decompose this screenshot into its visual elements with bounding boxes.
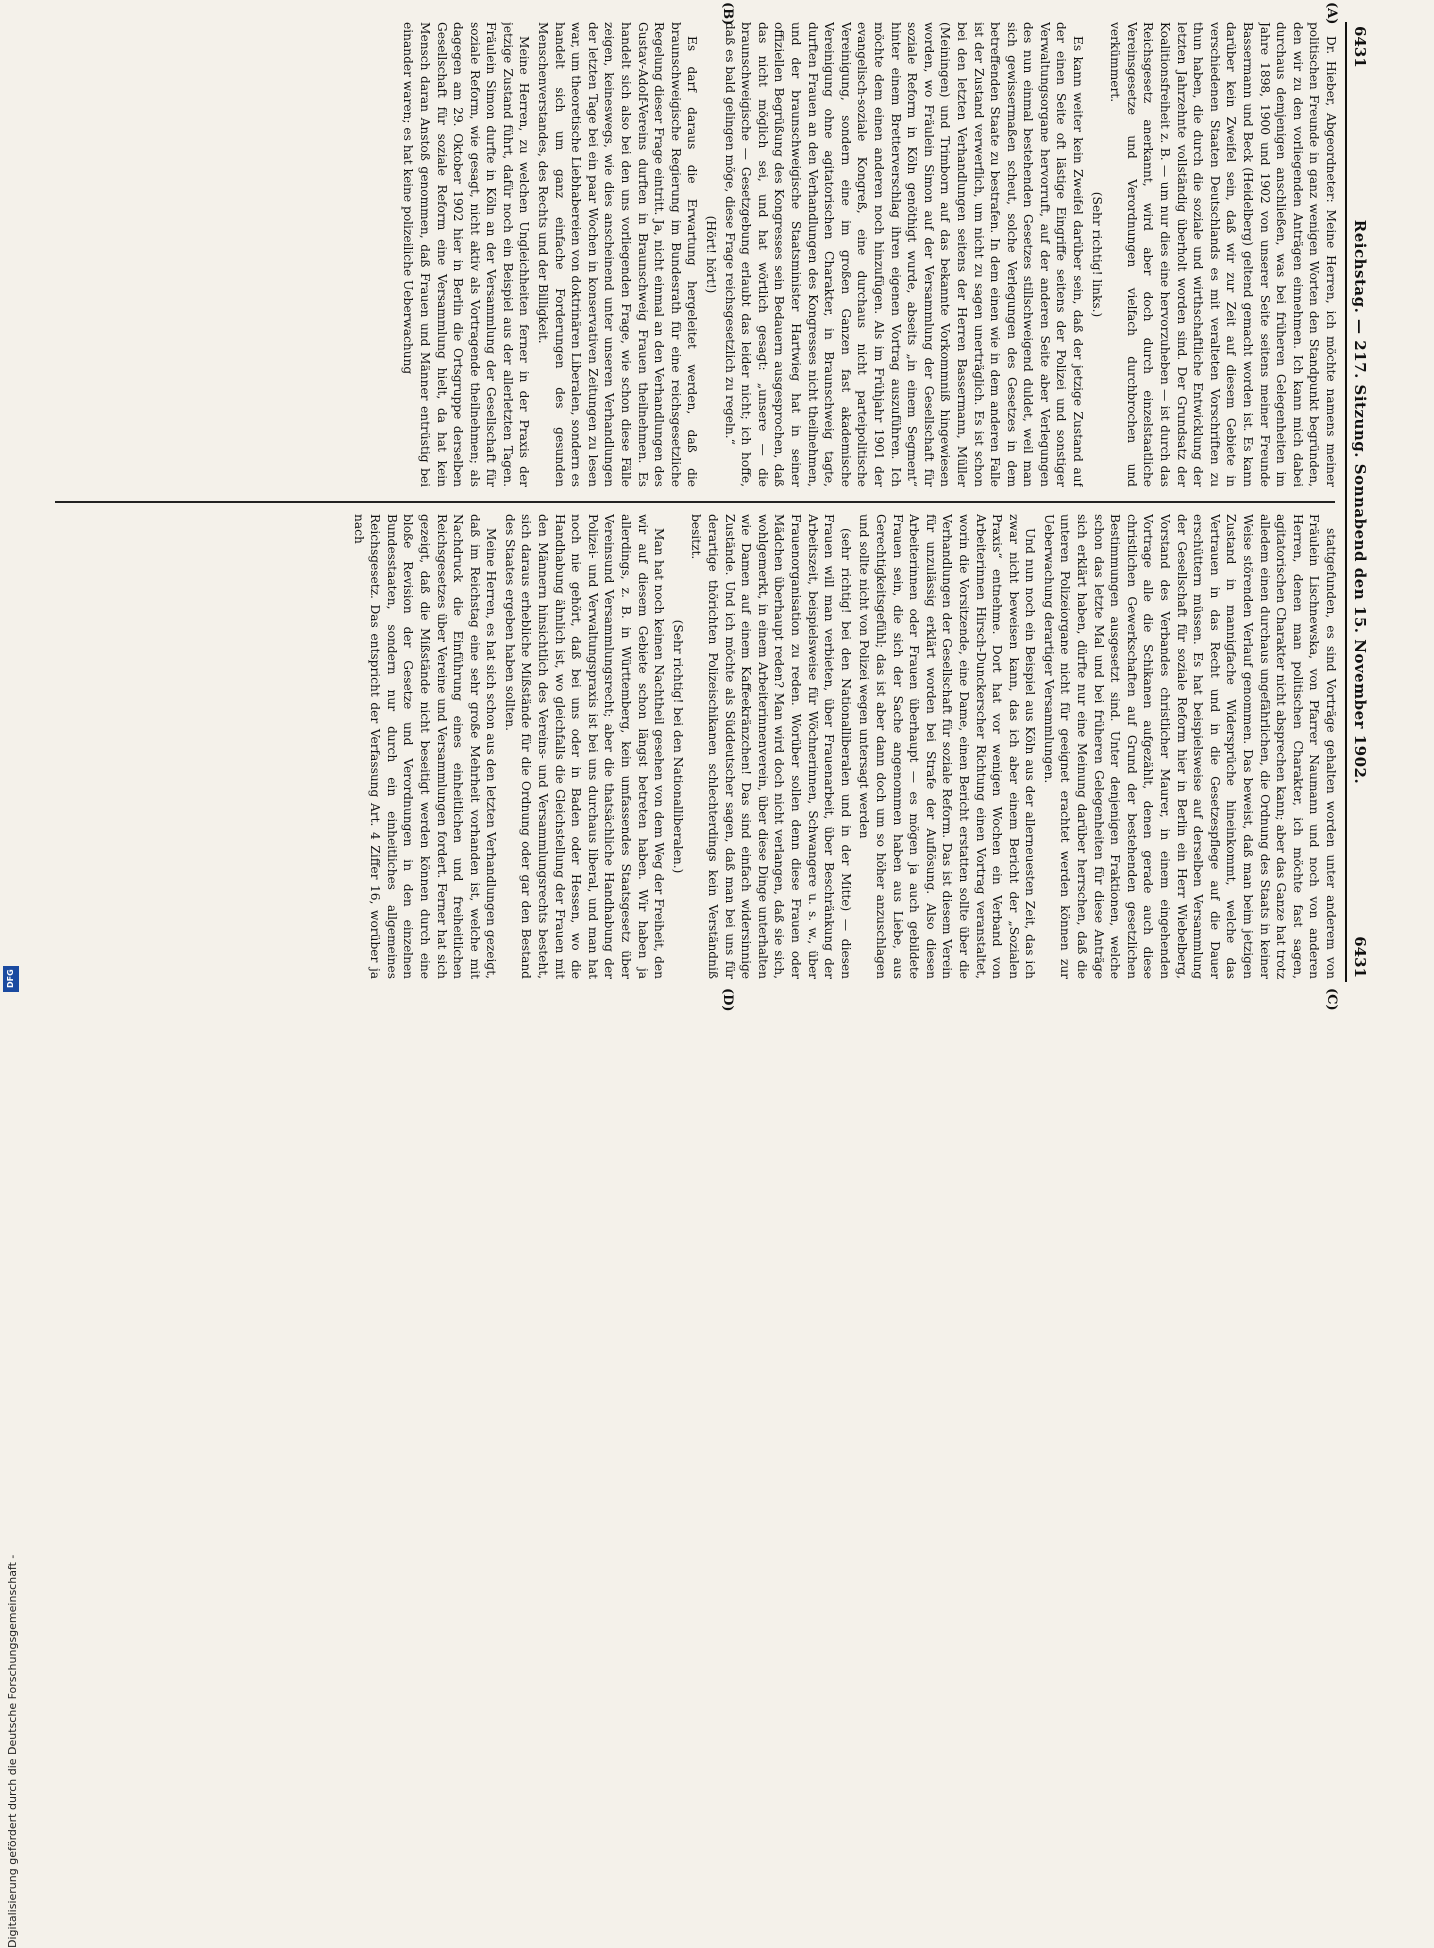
right-column <box>49 514 1339 979</box>
left-column <box>49 22 1339 487</box>
running-title: Reichstag. — 217. Sitzung. Sonnabend den 15. November 1902. <box>1351 219 1369 785</box>
page-number-left: 6431 <box>1351 26 1369 68</box>
rotated-page <box>35 2 1375 1012</box>
dfg-logo-icon: DFG <box>3 966 19 992</box>
paragraph: Es kann weiter kein Zweifel darüber sein, daß der jetzige Zustand auf der einen Seite oft lästige Eingriffe seitens der Polizei und sonstiger Verwaltungsorgane hervorruft, auf der anderen Seite aber Verlegungen des nun einmal bestehenden Gesetzes stillschweigend duldet, weil man sich gewissermaßen scheut, solche Verlegungen des Gesetzes in dem betreffenden Staate zu bestrafen. In dem einen wie in dem anderen Falle ist der Zustand verwerflich, um nicht zu sagen unerträglich. Es ist schon bei den letzten Verhandlungen seitens der Herren Bassermann, Müller (Meiningen) und Trimborn auf das bekannte Vorkommniß hingewiesen worden, wo Fräulein Simon auf der Versammlung der Gesellschaft für soziale Reform in Köln genöthigt wurde, abseits „in einem Segment“ hinter einem Bretterverschlag ihren eigenen Vortrag auszuführen. Ich möchte dem einen anderen noch hinzufügen. Als im Frühjahr 1901 der evangelisch-soziale Kongreß, eine durchaus nicht parteipolitische Vereinigung, sondern eine im großen Ganzen fast akademische Vereinigung ohne agitatorischen Charakter, in Braunschweig tagte, durften Frauen an den Verhandlungen des Kongresses nicht theilnehmen, und der braunschweigische Staatsminister Hartwieg hat in seiner offiziellen Begrüßung des Kongresses sein Bedauern ausgesprochen, daß das nicht möglich sei, und hat wörtlich gesagt: „unsere — die braunschweigische — Gesetzgebung erlaubt das leider nicht; ich hoffe, daß es bald gelingen möge, diese Frage reichsgesetzlich zu regeln.“ <box>722 22 1086 487</box>
paragraph: (sehr richtig! bei den Nationalliberalen und in der Mitte) — diesen Frauen will man verbieten, über Frauenarbeit, über Beschränkung der Arbeitszeit, beispielsweise für Wöchnerinnen, Schwangere u. s. w., über Frauenorganisation zu reden. Worüber sollen denn diese Frauen oder Mädchen überhaupt reden? Man wird doch nicht verlangen, daß sie sich, wohlgemerkt, in einem Arbeiterinnenverein, über diese Dinge unterhalten wie Damen auf einem Kaffeekränzchen! Das sind einfach widersinnige Zustände. Und ich möchte als Süddeutscher sagen, daß man bei uns für derartige thörichten Polizeischikanen schlechterdings kein Verständniß besitzt. <box>689 514 853 979</box>
interjection: (Sehr richtig! bei den Nationalliberalen.) <box>670 619 685 874</box>
page-header <box>1345 22 1375 982</box>
margin-marker-b: (B) <box>720 2 735 26</box>
page-number-right: 6431 <box>1351 936 1369 978</box>
interjection: (Sehr richtig! links.) <box>1089 191 1104 318</box>
digitization-note: Digitalisierung gefördert durch die Deutsche Forschungsgemeinschaft - <box>6 1554 19 1948</box>
paragraph: Es darf daraus die Erwartung hergeleitet werden, daß die braunschweigische Regierung im Bundesrath für eine reichsgesetzliche Regelung dieser Frage eintritt. Ja, nicht einmal an den Verhandlungen des Gustav-Adolf-Vereins durften in Braunschweig Frauen theilnehmen. Es handelt sich also bei den uns vorliegenden Frage, wie schon diese Fälle zeigen, keineswegs, wie dies anscheinend unter unseren Verhandlungen der letzten Tage bei ein paar Wochen in konservativen Zeitungen zu lesen war, um theoretische Liebhabereien von doktrinären Liberalen, sondern es handelt sich um ganz einfache Forderungen des gesunden Menschenverstandes, des Rechts und der Billigkeit. <box>536 22 700 487</box>
margin-marker-a: (A) <box>1324 2 1339 25</box>
paragraph: Dr. Hieber, Abgeordneter: Meine Herren, ich möchte namens meiner politischen Freunde in ganz wenigen Worten den Standpunkt begründen, den wir zu den vorliegenden Anträgen einnehmen. Ich kann mich dabei durchaus demjenigen anschließen, was bei früheren Gelegenheiten im Jahre 1898, 1900 und 1902 von unserer Seite seitens meiner Freunde Bassermann und Beck (Heidelberg) geltend gemacht worden ist. Es kann darüber kein Zweifel sein, daß wir zur Zeit auf diesem Gebiete in verschiedenen Staaten Deutschlands es mit veralteten Vorschriften zu thun haben, die durch die soziale und wirthschaftliche Entwicklung der letzten Jahrzehnte vollständig überholt worden sind. Der Grundsatz der Koalitionsfreiheit z. B. — um nur dies eine hervorzuheben — ist durch das Reichsgesetz anerkannt, wird aber doch durch einzelstaatliche Vereinsgesetze und Verordnungen vielfach durchbrochen und verkümmert. <box>1108 22 1338 487</box>
paragraph: Meine Herren, zu welchen Ungleichheiten ferner in der Praxis der jetzige Zustand führt, dafür noch ein Beispiel aus der allerletzten Tagen. Fräulein Simon durfte in Köln an der Versammlung der Gesellschaft für soziale Reform, wie gesagt, nicht aktiv als Vortragende theilnehmen; als dagegen am 29. Oktober 1902 hier in Berlin die Ortsgruppe derselben Gesellschaft für soziale Reform eine Versammlung hielt, da hat kein Mensch daran Anstoß genommen, daß Frauen und Männer entrüstig bei einander waren; es hat keine polizeiliche Ueberwachung <box>401 22 532 487</box>
paragraph: Und nun noch ein Beispiel aus Köln aus der allerneuesten Zeit, das ich zwar nicht beweisen kann, das ich aber einem Bericht der „Sozialen Praxis“ entnehme. Dort hat vor wenigen Wochen ein Verband von Arbeiterinnen Hirsch-Dunckerscher Richtung einen Vortrag veranstaltet, worin die Vorsitzende, eine Dame, einen Bericht erstatten sollte über die Verhandlungen der Gesellschaft für soziale Reform. Das ist diesem Verein für unzulässig erklärt worden bei Strafe der Auflösung. Also diesen Arbeiterinnen oder Frauen überhaupt — es mögen ja auch gebildete Frauen sein, die sich der Sache angenommen haben aus Liebe, aus Gerechtigkeitsgefühl; das ist aber dann doch um so höher anzuschlagen und sollte nicht von Polizei wegen untersagt werden <box>857 514 1038 979</box>
paragraph: stattgefunden, es sind Vorträge gehalten worden unter anderem von Fräulein Lischnewska, von Pfarrer Naumann und noch von anderen Herren, denen man politischen Charakter, ich möchte fast sagen, agitatorischen Charakter nicht absprechen kann; aber das Ganze hat trotz alledem einen durchaus ungefährlichen, die Ordnung des Staats in keiner Weise störenden Verlauf genommen. Das beweist, daß man beim jetzigen Zustand in mannigfache Widersprüche hineinkommt, welche das Vertrauen in das Recht und in die Gesetzespflege auf die Dauer erschüttern müssen. Es hat beispielsweise auf derselben Versammlung der Gesellschaft für soziale Reform hier in Berlin ein Herr Wiebelberg, Vorstand des Verbandes christlicher Maurer, in einem eingehenden Vortrage alle die Schikanen aufgezählt, denen gerade auch diese christlichen Gewerkschaften auf Grund der bestehenden gesetzlichen Bestimmungen ausgesetzt sind. Unter denjenigen Fraktionen, welche schon das letzte Mal und bei früheren Gelegenheiten für diese Anträge sich erklärt haben, dürfte nur eine Meinung darüber herrschen, daß die unteren Polizeiorgane nicht für geeignet erachtet werden können zur Ueberwachung derartiger Versammlungen. <box>1041 514 1338 979</box>
paragraph: Man hat noch keinen Nachtheil gesehen von dem Weg der Freiheit, den wir auf diesem Gebiete schon längst betreten haben. Wir haben ja allerdings, z. B. in Württemberg, kein umfassendes Staatsgesetz über Vereinsund Versammlungsrecht; aber die thatsächliche Handhabung der Polizei- und Verwaltungspraxis ist bei uns durchaus liberal, und man hat noch nie gehört, daß bei uns oder in Baden oder Hessen, wo die Handhabung ähnlich ist, wo gleichfalls die Gleichstellung der Frauen mit den Männern hinsichtlich des Vereins- und Versammlungsrechts besteht, sich daraus erhebliche Mißstände für die Ordnung oder gar den Bestand des Staates ergeben haben sollten. <box>502 514 667 979</box>
margin-marker-c: (C) <box>1324 988 1339 1011</box>
paragraph: Meine Herren, es hat sich schon aus den letzten Verhandlungen gezeigt, daß im Reichstag eine sehr große Mehrheit vorhanden ist, welche mit Nachdruck die Einführung eines einheitlichen und freiheitlichen Reichsgesetzes über Vereine und Versammlungen fordert. Ferner hat sich gezeigt, daß die Mißstände nicht beseitigt werden können durch eine bloße Revision der Gesetze und Verordnungen in den einzelnen Bundesstaaten, sondern nur durch ein einheitliches allgemeines Reichsgesetz. Das entspricht der Verfassung Art. 4 Ziffer 16, worüber ja nach <box>351 514 499 979</box>
column-divider <box>55 501 1335 503</box>
margin-marker-d: (D) <box>720 988 735 1012</box>
interjection: (Hört! hört!) <box>704 215 719 294</box>
